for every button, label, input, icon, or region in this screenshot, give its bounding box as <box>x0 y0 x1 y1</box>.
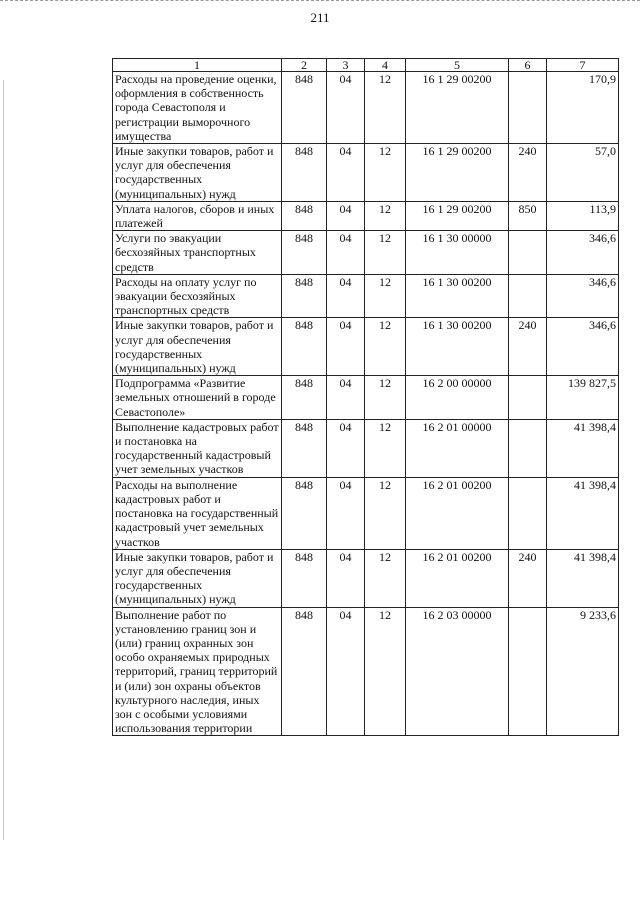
ministry-code-cell: 848 <box>282 144 327 202</box>
table-row <box>113 549 619 607</box>
expense-type-code-cell <box>509 607 547 736</box>
table-row <box>113 419 619 477</box>
scan-edge-top <box>0 0 640 5</box>
section-code-cell: 04 <box>327 376 365 420</box>
section-code-cell: 04 <box>327 274 365 318</box>
column-header: 5 <box>406 59 509 72</box>
amount-cell: 41 398,4 <box>547 549 619 607</box>
table-row <box>113 231 619 275</box>
amount-cell: 346,6 <box>547 318 619 376</box>
subsection-code-cell: 12 <box>365 376 406 420</box>
expense-type-code-cell <box>509 231 547 275</box>
ministry-code-cell: 848 <box>282 477 327 549</box>
subsection-code-cell: 12 <box>365 274 406 318</box>
header-row <box>113 59 619 72</box>
page-number: 211 <box>310 10 330 25</box>
expense-type-code-cell <box>509 274 547 318</box>
column-header: 7 <box>547 59 619 72</box>
row-name-cell: Иные закупки товаров, работ и услуг для обеспечения государственных (муниципальных) нужд <box>113 549 282 607</box>
table-row <box>113 607 619 736</box>
amount-cell: 9 233,6 <box>547 607 619 736</box>
target-item-code-cell: 16 1 29 00200 <box>406 144 509 202</box>
column-header: 3 <box>327 59 365 72</box>
target-item-code-cell: 16 2 01 00000 <box>406 419 509 477</box>
section-code-cell: 04 <box>327 318 365 376</box>
section-code-cell: 04 <box>327 201 365 230</box>
section-code-cell: 04 <box>327 419 365 477</box>
scan-edge-left <box>3 80 4 840</box>
subsection-code-cell: 12 <box>365 201 406 230</box>
row-name-cell: Иные закупки товаров, работ и услуг для обеспечения государственных (муниципальных) нужд <box>113 318 282 376</box>
table-row <box>113 318 619 376</box>
target-item-code-cell: 16 1 29 00200 <box>406 72 509 144</box>
target-item-code-cell: 16 1 29 00200 <box>406 201 509 230</box>
amount-cell: 57,0 <box>547 144 619 202</box>
ministry-code-cell: 848 <box>282 318 327 376</box>
target-item-code-cell: 16 1 30 00200 <box>406 318 509 376</box>
section-code-cell: 04 <box>327 549 365 607</box>
table-body <box>113 72 619 736</box>
row-name-cell: Услуги по эвакуации бесхозяйных транспортных средств <box>113 231 282 275</box>
subsection-code-cell: 12 <box>365 419 406 477</box>
expense-type-code-cell: 240 <box>509 549 547 607</box>
amount-cell: 346,6 <box>547 274 619 318</box>
ministry-code-cell: 848 <box>282 231 327 275</box>
subsection-code-cell: 12 <box>365 72 406 144</box>
subsection-code-cell: 12 <box>365 318 406 376</box>
subsection-code-cell: 12 <box>365 231 406 275</box>
row-name-cell: Выполнение работ по установлению границ зон и (или) границ охранных зон особо охраняемых природных территорий, границ территорий и (или) зон охраны объектов культурного наследия, иных зон с особыми условиями использования территории <box>113 607 282 736</box>
table-row <box>113 201 619 230</box>
row-name-cell: Расходы на выполнение кадастровых работ и постановка на государственный кадастровый учет земельных участков <box>113 477 282 549</box>
table-row <box>113 376 619 420</box>
row-name-cell: Выполнение кадастровых работ и постановка на государственный кадастровый учет земельных участков <box>113 419 282 477</box>
table-row <box>113 274 619 318</box>
subsection-code-cell: 12 <box>365 607 406 736</box>
section-code-cell: 04 <box>327 607 365 736</box>
target-item-code-cell: 16 1 30 00000 <box>406 231 509 275</box>
column-header: 1 <box>113 59 282 72</box>
expense-type-code-cell: 240 <box>509 318 547 376</box>
expense-type-code-cell <box>509 376 547 420</box>
row-name-cell: Подпрограмма «Развитие земельных отношений в городе Севастополе» <box>113 376 282 420</box>
row-name-cell: Иные закупки товаров, работ и услуг для обеспечения государственных (муниципальных) нужд <box>113 144 282 202</box>
column-header: 4 <box>365 59 406 72</box>
budget-table <box>112 58 619 736</box>
table-row <box>113 477 619 549</box>
section-code-cell: 04 <box>327 72 365 144</box>
expense-type-code-cell: 850 <box>509 201 547 230</box>
ministry-code-cell: 848 <box>282 72 327 144</box>
amount-cell: 113,9 <box>547 201 619 230</box>
amount-cell: 139 827,5 <box>547 376 619 420</box>
subsection-code-cell: 12 <box>365 144 406 202</box>
ministry-code-cell: 848 <box>282 274 327 318</box>
amount-cell: 346,6 <box>547 231 619 275</box>
amount-cell: 41 398,4 <box>547 477 619 549</box>
subsection-code-cell: 12 <box>365 477 406 549</box>
ministry-code-cell: 848 <box>282 201 327 230</box>
target-item-code-cell: 16 2 01 00200 <box>406 477 509 549</box>
row-name-cell: Уплата налогов, сборов и иных платежей <box>113 201 282 230</box>
table-row <box>113 144 619 202</box>
expense-type-code-cell <box>509 72 547 144</box>
section-code-cell: 04 <box>327 231 365 275</box>
target-item-code-cell: 16 1 30 00200 <box>406 274 509 318</box>
row-name-cell: Расходы на оплату услуг по эвакуации бесхозяйных транспортных средств <box>113 274 282 318</box>
ministry-code-cell: 848 <box>282 607 327 736</box>
target-item-code-cell: 16 2 01 00200 <box>406 549 509 607</box>
expense-type-code-cell <box>509 419 547 477</box>
column-header: 2 <box>282 59 327 72</box>
amount-cell: 170,9 <box>547 72 619 144</box>
expense-type-code-cell: 240 <box>509 144 547 202</box>
section-code-cell: 04 <box>327 477 365 549</box>
table-row <box>113 72 619 144</box>
subsection-code-cell: 12 <box>365 549 406 607</box>
ministry-code-cell: 848 <box>282 419 327 477</box>
amount-cell: 41 398,4 <box>547 419 619 477</box>
ministry-code-cell: 848 <box>282 376 327 420</box>
row-name-cell: Расходы на проведение оценки, оформления в собственность города Севастополя и регистрации выморочного имущества <box>113 72 282 144</box>
expense-type-code-cell <box>509 477 547 549</box>
target-item-code-cell: 16 2 03 00000 <box>406 607 509 736</box>
ministry-code-cell: 848 <box>282 549 327 607</box>
section-code-cell: 04 <box>327 144 365 202</box>
column-header: 6 <box>509 59 547 72</box>
target-item-code-cell: 16 2 00 00000 <box>406 376 509 420</box>
